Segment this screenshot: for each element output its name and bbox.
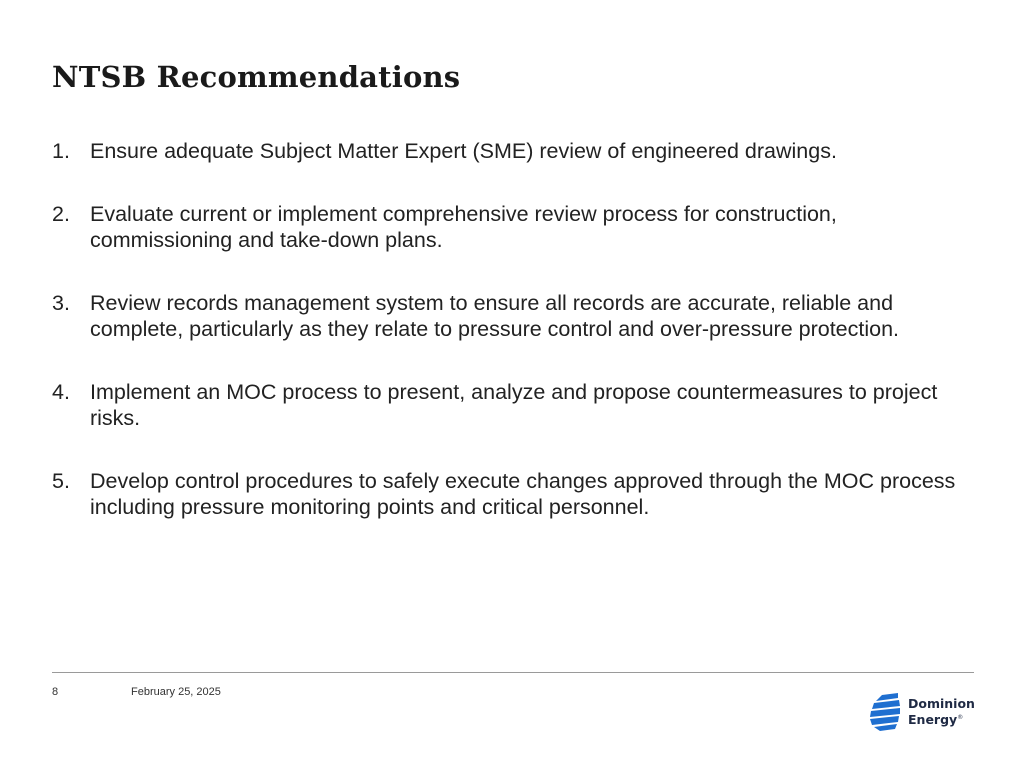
- recommendation-number: 5.: [52, 469, 70, 493]
- recommendation-text: Implement an MOC process to present, analyze and propose countermeasures to project risks.: [90, 380, 938, 430]
- recommendation-number: 1.: [52, 139, 70, 163]
- dominion-energy-logo: [868, 690, 978, 734]
- recommendation-text: Develop control procedures to safely execute changes approved through the MOC process including pressure monitoring points and critical personnel.: [90, 469, 956, 519]
- recommendation-list: [52, 138, 982, 557]
- recommendation-number: 2.: [52, 202, 70, 226]
- recommendation-number: 4.: [52, 380, 70, 404]
- recommendation-item: [52, 138, 982, 164]
- logo-line-2-wrap: [908, 711, 975, 727]
- registered-mark: ®: [957, 713, 964, 721]
- recommendation-text: Evaluate current or implement comprehensive review process for construction, commissioning and take-down plans.: [90, 202, 837, 252]
- recommendation-text: Ensure adequate Subject Matter Expert (SME) review of engineered drawings.: [90, 139, 837, 163]
- logo-line-2: Energy: [908, 712, 958, 728]
- footer-date: February 25, 2025: [131, 686, 221, 698]
- dominion-energy-logo-icon: [868, 692, 902, 732]
- page-number: 8: [52, 686, 59, 698]
- recommendation-number: 3.: [52, 291, 70, 315]
- logo-line-1: Dominion: [908, 695, 975, 711]
- recommendation-item: [52, 379, 982, 431]
- recommendation-item: [52, 468, 982, 520]
- logo-wordmark: [908, 697, 975, 727]
- recommendation-text: Review records management system to ensure all records are accurate, reliable and complete, particularly as they relate to pressure control and over-pressure protection.: [90, 291, 900, 341]
- recommendation-item: [52, 290, 982, 342]
- slide-title: NTSB Recommendations: [52, 60, 461, 94]
- footer-divider: [52, 672, 974, 673]
- recommendation-item: [52, 201, 982, 253]
